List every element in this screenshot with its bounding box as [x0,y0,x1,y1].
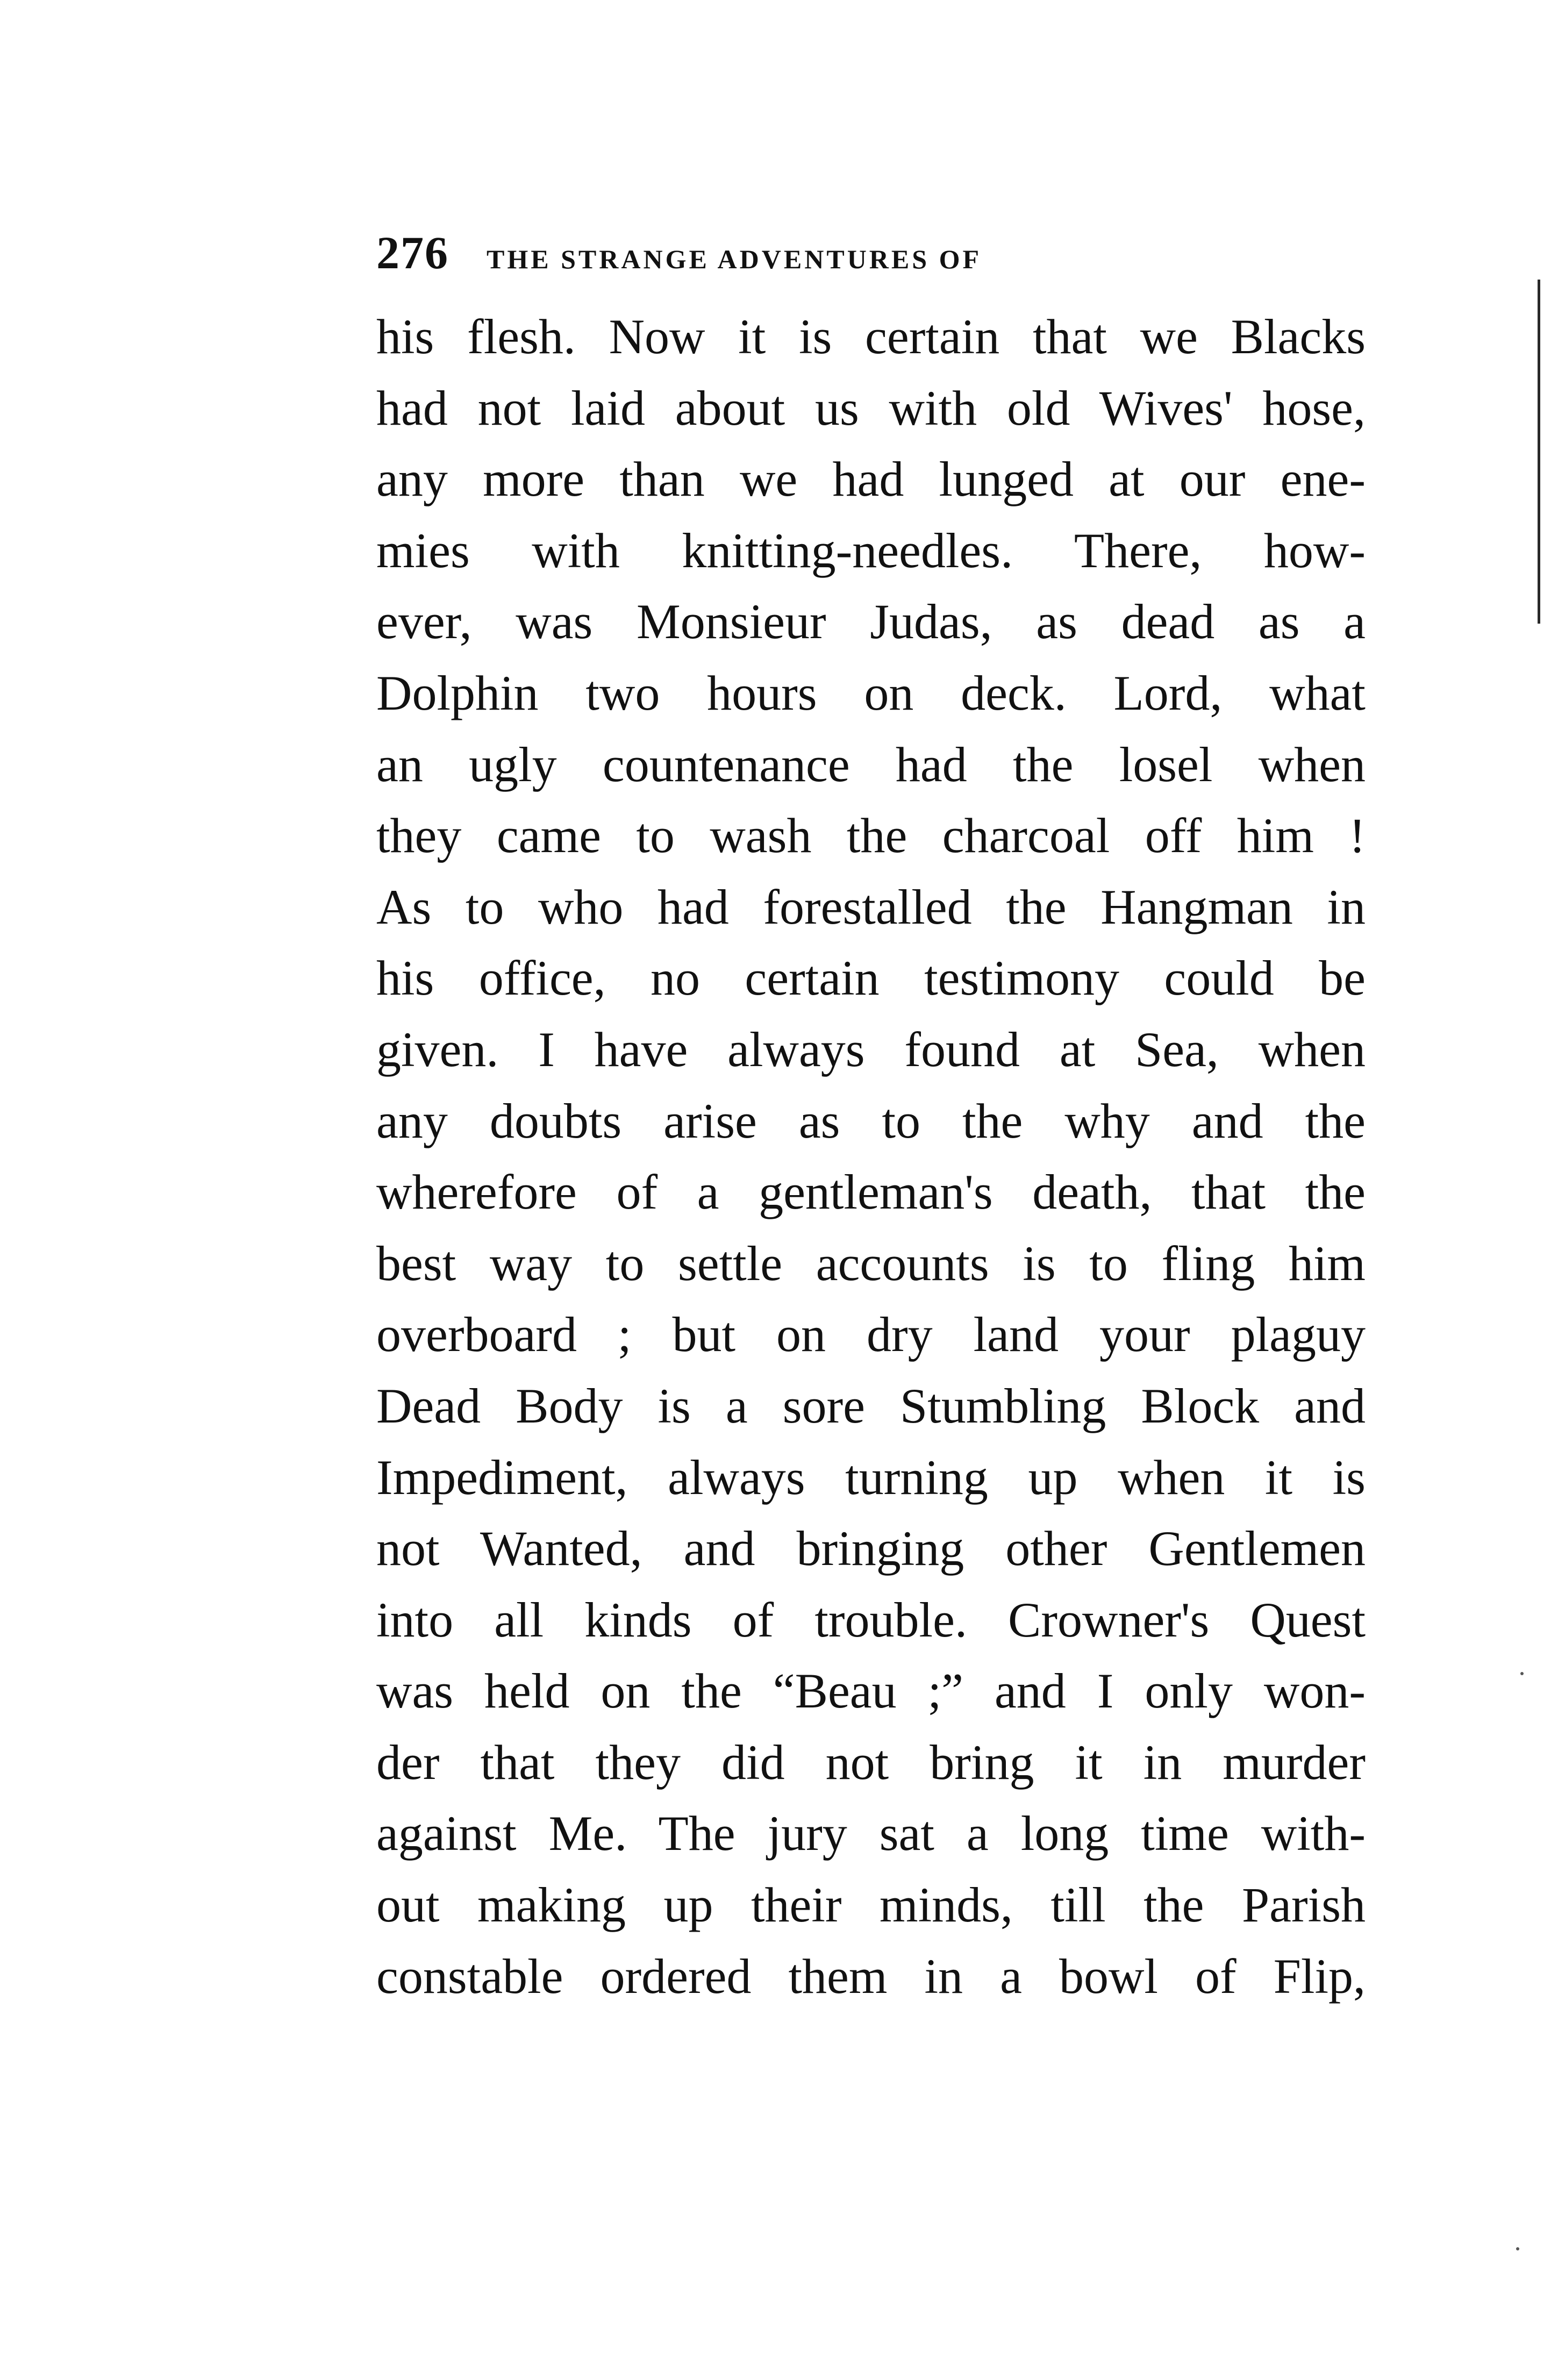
text-line: ever, was Monsieur Judas, as dead as a [376,594,1366,649]
text-line: into all kinds of trouble. Crowner's Quest [376,1592,1366,1647]
text-line: mies with knitting-needles. There, how- [376,523,1366,578]
text-line: Dead Body is a sore Stumbling Block and [376,1378,1366,1433]
text-line: overboard ; but on dry land your plaguy [376,1307,1366,1362]
running-title: THE STRANGE ADVENTURES OF [487,244,982,274]
text-line: his office, no certain testimony could be [376,950,1366,1006]
text-line: his flesh. Now it is certain that we Blacks [376,309,1366,364]
text-line: Dolphin two hours on deck. Lord, what [376,665,1366,720]
text-line: der that they did not bring it in murder [376,1734,1366,1790]
text-line: out making up their minds, till the Parish [376,1877,1366,1933]
text-line: best way to settle accounts is to fling him [376,1235,1366,1291]
text-line: Impediment, always turning up when it is [376,1449,1366,1505]
text-line: As to who had forestalled the Hangman in [376,879,1366,934]
text-line: not Wanted, and bringing other Gentlemen [376,1521,1366,1576]
text-line: they came to wash the charcoal off him ! [376,808,1366,863]
running-head [376,226,1366,285]
text-line: any more than we had lunged at our ene- [376,452,1366,507]
page-edge-mark [1538,280,1540,624]
page-number: 276 [376,227,449,278]
text-line: had not laid about us with old Wives' hose, [376,380,1366,435]
body-text [376,301,1366,2012]
text-line: any doubts arise as to the why and the [376,1093,1366,1148]
text-line: constable ordered them in a bowl of Flip, [376,1948,1366,2004]
text-line: given. I have always found at Sea, when [376,1021,1366,1077]
text-line: against Me. The jury sat a long time with- [376,1806,1366,1861]
text-line: an ugly countenance had the losel when [376,737,1366,792]
text-line: was held on the “Beau ;” and I only won- [376,1663,1366,1719]
scan-speck [1516,2247,1519,2250]
text-line: wherefore of a gentleman's death, that the [376,1164,1366,1220]
scan-speck [1520,1672,1524,1675]
